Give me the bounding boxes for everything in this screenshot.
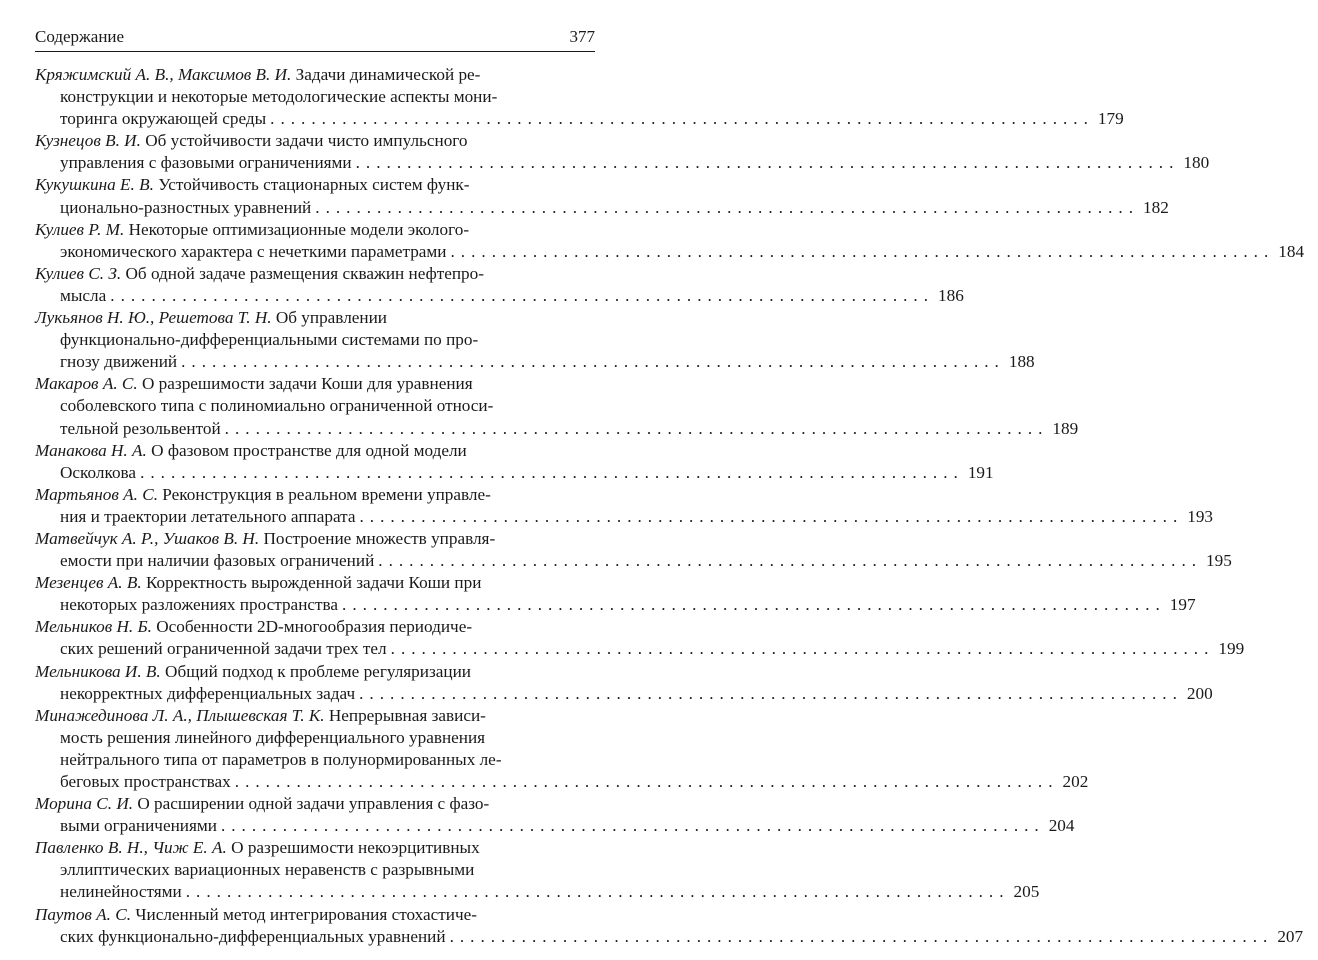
- toc-entry-title-end: нелинейностями: [60, 882, 182, 902]
- page-number: 377: [569, 27, 595, 46]
- dot-leader: ................................................................................: [359, 683, 1183, 703]
- document-page: [35, 26, 1305, 948]
- toc-entry-first-line: [35, 528, 595, 550]
- toc-entry-page-number: 202: [1062, 772, 1089, 791]
- toc-entry-author: Паутов А. С.: [35, 904, 132, 924]
- dot-leader: ................................................................................: [449, 926, 1274, 946]
- toc-entry-title-start: Общий подход к проблеме регуляризации: [160, 661, 471, 681]
- toc-entry-last-line: [35, 594, 1196, 616]
- dot-leader: ................................................................................: [390, 639, 1215, 659]
- toc-entry-first-line: [35, 572, 595, 594]
- toc-entry-page-number: 199: [1218, 639, 1245, 659]
- toc-entry: [35, 528, 1232, 572]
- toc-entry-title-start: О фазовом пространстве для одной модели: [146, 440, 467, 460]
- toc-entry-title-line: соболевского типа с полиномиально ограниченной относи-: [60, 396, 494, 416]
- toc-entry-title-line: функционально-дифференциальными системами по про-: [60, 330, 479, 350]
- toc-entry-author: Матвейчук А. Р., Ушаков В. Н.: [35, 528, 260, 548]
- toc-entry-page-number: 189: [1052, 418, 1079, 438]
- dot-leader: ................................................................................: [378, 551, 1203, 571]
- toc-entry-author: Лукьянов Н. Ю., Решетова Т. Н.: [35, 308, 272, 328]
- toc-entry-first-line: [35, 307, 595, 329]
- toc-entry-title-line: эллиптических вариационных неравенств с разрывными: [60, 860, 475, 880]
- toc-entry-title-end: выми ограничениями: [60, 816, 217, 836]
- toc-entry-author: Кузнецов В. И.: [35, 131, 141, 151]
- toc-entry-title-end: ских функционально-дифференциальных уравнений: [60, 926, 446, 946]
- toc-entry-author: Мартьянов А. С.: [35, 484, 158, 504]
- toc-entry-first-line: [35, 616, 595, 638]
- section-title: Содержание: [35, 27, 125, 46]
- toc-entry-author: Кулиев С. З.: [35, 263, 122, 283]
- toc-entry-first-line: [35, 440, 595, 462]
- toc-entry-page-number: 200: [1186, 683, 1213, 703]
- toc-entry: [35, 484, 1214, 528]
- toc-entry: [35, 219, 1305, 263]
- toc-entry-first-line: [35, 219, 595, 241]
- toc-entry-title-line: конструкции и некоторые методологические аспекты мони-: [60, 87, 498, 107]
- toc-entry-author: Минажединова Л. А., Плышевская Т. К.: [35, 705, 325, 725]
- toc-entry-page-number: 193: [1187, 506, 1214, 526]
- toc-entry-last-line: [35, 152, 1210, 174]
- toc-entry-title-start: Об управлении: [271, 308, 388, 328]
- toc-entry-title-line: мость решения линейного дифференциального уравнения: [60, 727, 486, 747]
- dot-leader: ................................................................................: [185, 882, 1010, 902]
- toc-entry-last-line: [35, 462, 994, 484]
- table-of-contents: [35, 64, 1305, 948]
- toc-entry-page-number: 182: [1143, 197, 1169, 217]
- toc-entry-title-end: некорректных дифференциальных задач: [60, 683, 356, 703]
- toc-entry-title-end: экономического характера с нечеткими параметрами: [60, 241, 447, 261]
- toc-entry-title-start: Непрерывная зависи-: [324, 705, 486, 725]
- toc-entry-author: Кулиев Р. М.: [35, 219, 125, 239]
- toc-entry-first-line: [35, 263, 595, 285]
- toc-entry-author: Морина С. И.: [35, 794, 134, 814]
- toc-entry-last-line: [35, 683, 1213, 705]
- dot-leader: ................................................................................: [450, 241, 1275, 261]
- toc-entry-author: Манакова Н. А.: [35, 440, 147, 460]
- toc-entry: [35, 793, 1075, 837]
- toc-entry-last-line: [35, 108, 1124, 130]
- toc-entry: [35, 64, 1124, 130]
- toc-entry-author: Мельникова И. В.: [35, 661, 161, 681]
- toc-entry-page-number: 207: [1277, 926, 1304, 946]
- toc-entry-title-end: тельной резольвентой: [60, 418, 221, 438]
- dot-leader: ................................................................................: [220, 816, 1045, 836]
- toc-entry-page-number: 179: [1097, 109, 1124, 129]
- toc-entry-title-end: ских решений ограниченной задачи трех тел: [60, 639, 387, 659]
- toc-entry: [35, 130, 1210, 174]
- toc-entry-author: Павленко В. Н., Чиж Е. А.: [35, 838, 227, 858]
- dot-leader: ................................................................................: [234, 772, 1059, 791]
- toc-entry-title-start: Численный метод интегрирования стохастиче-: [131, 904, 477, 924]
- toc-entry-last-line: [35, 197, 1169, 219]
- toc-entry-title-end: Осколкова: [60, 462, 137, 482]
- toc-entry-title-start: Некоторые оптимизационные модели эколого-: [124, 219, 470, 239]
- toc-entry: [35, 440, 994, 484]
- toc-entry: [35, 572, 1196, 616]
- running-header: [35, 26, 595, 52]
- dot-leader: ................................................................................: [315, 197, 1140, 217]
- toc-entry-title-start: О разрешимости некоэрцитивных: [226, 838, 480, 858]
- toc-entry-last-line: [35, 506, 1214, 528]
- toc-entry-title-end: ния и траектории летательного аппарата: [60, 506, 356, 526]
- toc-entry-title-start: Реконструкция в реальном времени управле-: [158, 484, 491, 504]
- toc-entry-title-end: гнозу движений: [60, 352, 178, 372]
- toc-entry-first-line: [35, 904, 595, 926]
- toc-entry-first-line: [35, 793, 595, 815]
- toc-entry: [35, 373, 1079, 439]
- toc-entry-title-start: Построение множеств управля-: [259, 528, 496, 548]
- toc-entry: [35, 307, 1035, 373]
- toc-entry-first-line: [35, 705, 595, 727]
- toc-entry-first-line: [35, 64, 595, 86]
- toc-entry-author: Мезенцев А. В.: [35, 573, 142, 593]
- toc-entry-last-line: [35, 638, 1245, 660]
- toc-entry-last-line: [35, 418, 1079, 440]
- toc-entry-first-line: [35, 837, 595, 859]
- toc-entry-last-line: [35, 926, 1304, 948]
- toc-entry-title-end: мысла: [60, 285, 107, 305]
- toc-entry: [35, 904, 1304, 948]
- toc-entry-title-end: торинга окружающей среды: [60, 109, 267, 129]
- toc-entry-page-number: 180: [1183, 153, 1210, 173]
- toc-entry-last-line: [35, 550, 1232, 572]
- toc-entry-page-number: 204: [1048, 816, 1075, 836]
- toc-entry-last-line: [35, 241, 1305, 263]
- toc-entry-last-line: [35, 285, 964, 307]
- toc-entry-author: Мельников Н. Б.: [35, 617, 152, 637]
- toc-entry-page-number: 197: [1169, 595, 1196, 615]
- toc-entry-title-start: Корректность вырожденной задачи Коши при: [141, 573, 482, 593]
- dot-leader: ................................................................................: [224, 418, 1049, 438]
- dot-leader: ................................................................................: [140, 462, 964, 482]
- toc-entry-page-number: 184: [1278, 241, 1305, 261]
- toc-entry-title-end: ционально-разностных уравнений: [60, 197, 312, 217]
- toc-entry-first-line: [35, 130, 595, 152]
- toc-entry-author: Макаров А. С.: [35, 374, 138, 394]
- toc-entry-page-number: 205: [1013, 882, 1040, 902]
- toc-entry-page-number: 188: [1008, 352, 1035, 372]
- toc-entry-title-start: Задачи динамической ре-: [291, 65, 481, 84]
- toc-entry-title-start: О разрешимости задачи Коши для уравнения: [137, 374, 473, 394]
- toc-entry-title-start: Об устойчивости задачи чисто импульсного: [140, 131, 468, 151]
- toc-entry-author: Кукушкина Е. В.: [35, 175, 154, 195]
- toc-entry-title-end: емости при наличии фазовых ограничений: [60, 551, 375, 571]
- toc-entry-page-number: 195: [1206, 551, 1232, 571]
- toc-entry-title-start: О расширении одной задачи управления с фазо-: [133, 794, 490, 814]
- dot-leader: ................................................................................: [359, 506, 1184, 526]
- toc-entry-last-line: [35, 771, 1089, 793]
- toc-entry: [35, 837, 1040, 903]
- dot-leader: ................................................................................: [110, 285, 935, 305]
- toc-entry-title-line: нейтрального типа от параметров в полунормированных ле-: [60, 749, 502, 769]
- toc-entry-title-start: Особенности 2D-многообразия периодиче-: [151, 617, 473, 637]
- dot-leader: ................................................................................: [355, 153, 1180, 173]
- toc-entry: [35, 263, 964, 307]
- dot-leader: ................................................................................: [270, 109, 1094, 129]
- toc-entry-last-line: [35, 351, 1035, 373]
- toc-entry-page-number: 191: [967, 462, 994, 482]
- toc-entry: [35, 661, 1213, 705]
- toc-entry: [35, 174, 1169, 218]
- dot-leader: ................................................................................: [181, 352, 1005, 372]
- toc-entry-title-start: Устойчивость стационарных систем функ-: [153, 175, 470, 195]
- toc-entry-first-line: [35, 661, 595, 683]
- toc-entry-first-line: [35, 174, 595, 196]
- toc-entry-last-line: [35, 815, 1075, 837]
- toc-entry-author: Кряжимский А. В., Максимов В. И.: [35, 65, 292, 84]
- toc-entry-title-end: беговых пространствах: [60, 772, 231, 791]
- toc-entry-first-line: [35, 373, 595, 395]
- toc-entry-first-line: [35, 484, 595, 506]
- toc-entry-page-number: 186: [938, 285, 964, 305]
- toc-entry: [35, 705, 1089, 793]
- toc-entry-last-line: [35, 881, 1040, 903]
- toc-entry-title-end: управления с фазовыми ограничениями: [60, 153, 352, 173]
- toc-entry: [35, 616, 1245, 660]
- toc-entry-title-start: Об одной задаче размещения скважин нефтепро-: [121, 263, 484, 283]
- dot-leader: ................................................................................: [342, 595, 1166, 615]
- toc-entry-title-end: некоторых разложениях пространства: [60, 595, 339, 615]
